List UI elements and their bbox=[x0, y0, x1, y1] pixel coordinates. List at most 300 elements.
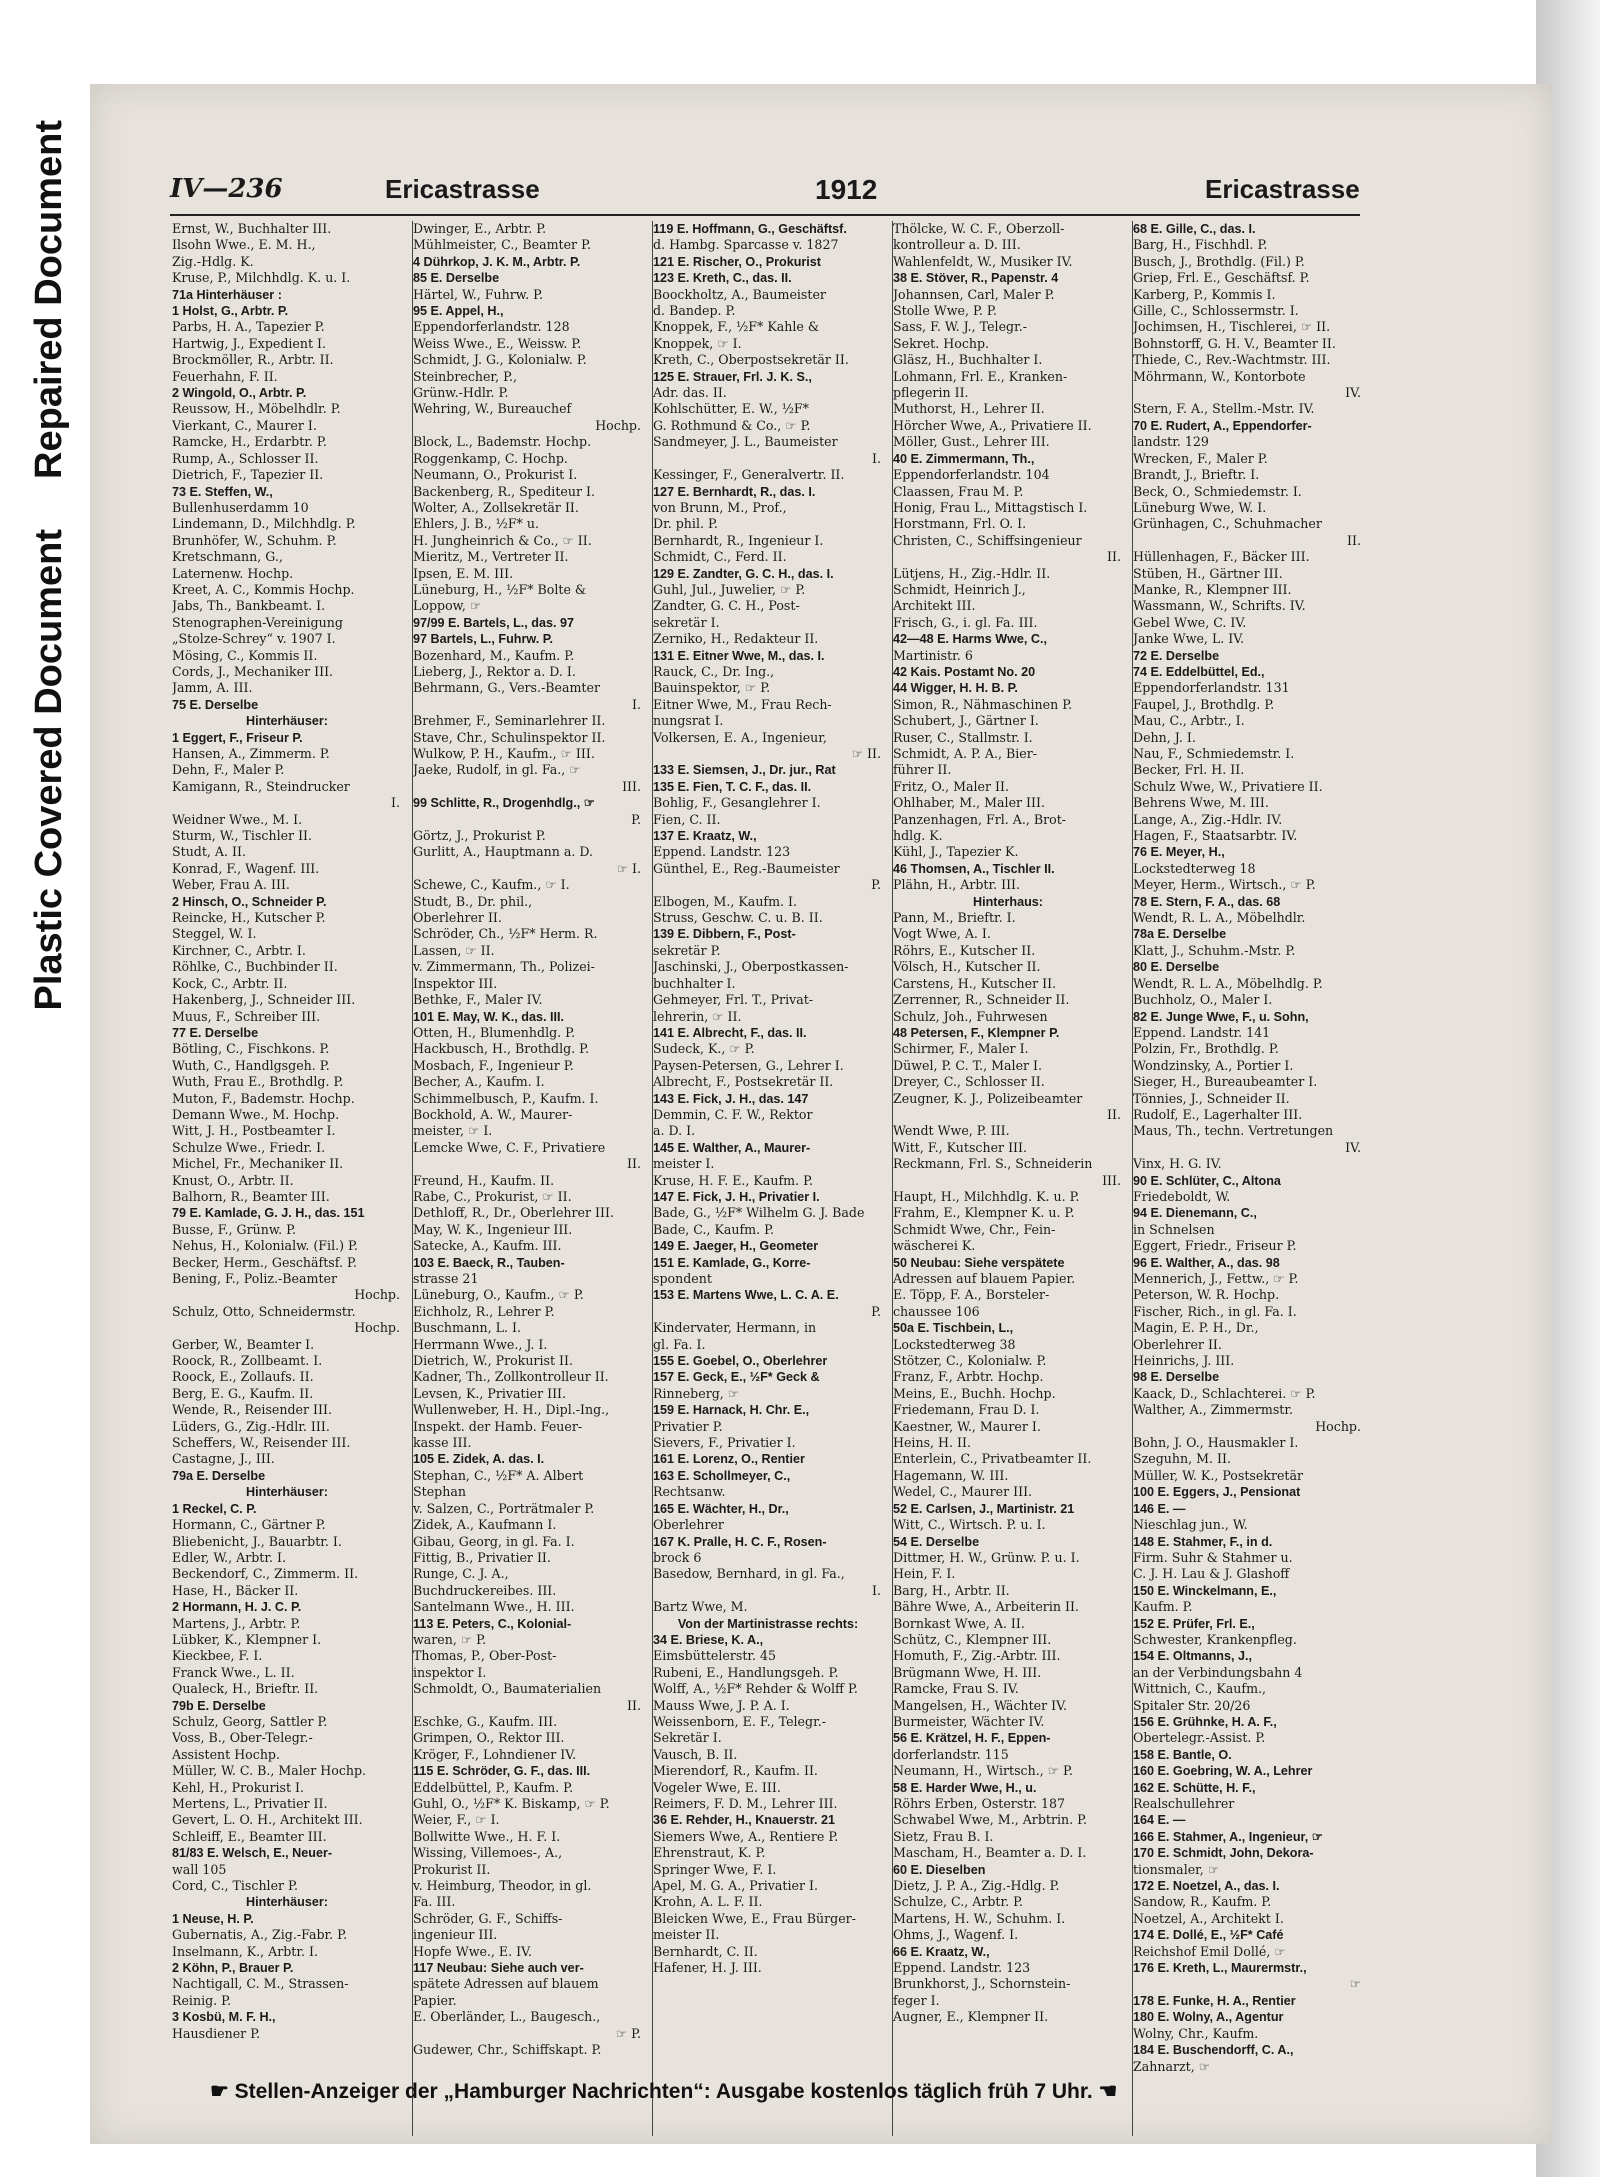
directory-entry-line: II. bbox=[1107, 549, 1121, 565]
directory-entry-line: Sturm, W., Tischler II. bbox=[172, 828, 313, 844]
directory-entry-line: 164 E. — bbox=[1133, 1813, 1186, 1828]
directory-entry-line: Vinx, H. G. IV. bbox=[1133, 1156, 1222, 1172]
directory-column bbox=[172, 221, 402, 2136]
directory-entry-line: 36 E. Rehder, H., Knauerstr. 21 bbox=[653, 1813, 835, 1828]
directory-entry-line: Roock, E., Zollaufs. II. bbox=[172, 1369, 314, 1385]
directory-entry-line: Heinrichs, J. III. bbox=[1133, 1353, 1235, 1369]
directory-entry-line: Hackbusch, H., Brothdlg. P. bbox=[413, 1041, 590, 1057]
directory-entry-line: Bauinspektor, ☞ P. bbox=[653, 680, 771, 696]
directory-entry-line: Buschmann, L. I. bbox=[413, 1320, 522, 1336]
directory-entry-line: Qualeck, H., Brieftr. II. bbox=[172, 1681, 319, 1697]
directory-entry-line: 180 E. Wolny, A., Agentur bbox=[1133, 2010, 1284, 2025]
directory-entry-line: Kretschmann, G., bbox=[172, 549, 283, 565]
directory-entry-line: Privatier P. bbox=[653, 1418, 723, 1434]
directory-entry-line: Lockstedterweg 18 bbox=[1133, 860, 1256, 876]
directory-entry-line: Mieritz, M., Vertreter II. bbox=[413, 549, 569, 565]
directory-entry-line: Eppendorferlandstr. 104 bbox=[893, 467, 1050, 483]
directory-entry-line: Röhrs, E., Kutscher II. bbox=[893, 942, 1036, 958]
directory-entry-line: Satecke, A., Kaufm. III. bbox=[413, 1238, 562, 1254]
directory-entry-line: Parbs, H. A., Tapezier P. bbox=[172, 319, 325, 335]
directory-entry-line: Ruser, C., Stallmstr. I. bbox=[893, 729, 1033, 745]
directory-entry-line: Schmidt, A. P. A., Bier- bbox=[893, 746, 1038, 761]
directory-entry-line: 80 E. Derselbe bbox=[1133, 960, 1220, 975]
directory-entry-line: Grimpen, O., Rektor III. bbox=[413, 1730, 565, 1746]
directory-entry-line: strasse 21 bbox=[413, 1271, 479, 1286]
directory-entry-line: Lohmann, Frl. E., Kranken- bbox=[893, 368, 1068, 384]
directory-entry-line: Voss, B., Ober-Telegr.- bbox=[172, 1730, 313, 1746]
directory-entry-line: 68 E. Gille, C., das. I. bbox=[1133, 222, 1256, 236]
directory-entry-line: 97 Bartels, L., Fuhrw. P. bbox=[413, 632, 553, 647]
directory-entry-line: 165 E. Wächter, H., Dr., bbox=[653, 1501, 789, 1516]
street-title-right: Ericastrasse bbox=[1205, 174, 1360, 204]
directory-entry-line: Eitner Wwe, M., Frau Rech- bbox=[653, 696, 832, 712]
directory-entry-line: Homuth, F., Zig.-Arbtr. III. bbox=[893, 1648, 1061, 1664]
directory-entry-line: Lütjens, H., Zig.-Hdlr. II. bbox=[893, 565, 1051, 581]
directory-entry-line: Dwinger, E., Arbtr. P. bbox=[413, 221, 547, 236]
directory-entry-line: Adressen auf blauem Papier. bbox=[893, 1271, 1076, 1286]
directory-entry-line: Hinterhaus: bbox=[973, 894, 1043, 909]
directory-entry-line: 82 E. Junge Wwe, F., u. Sohn, bbox=[1133, 1009, 1309, 1024]
directory-entry-line: Jochimsen, H., Tischlerei, ☞ II. bbox=[1133, 319, 1331, 335]
directory-entry-line: IV. bbox=[1345, 385, 1361, 401]
directory-entry-line: 137 E. Kraatz, W., bbox=[653, 829, 757, 844]
directory-entry-line: Ehrenstraut, K. P. bbox=[653, 1845, 766, 1861]
directory-entry-line: Weidner Wwe., M. I. bbox=[172, 811, 303, 827]
directory-entry-line: Friedemann, Frau D. I. bbox=[893, 1402, 1040, 1418]
directory-entry-line: Mühlmeister, C., Beamter P. bbox=[413, 237, 592, 253]
directory-entry-line: II. bbox=[627, 1156, 641, 1172]
directory-entry-line: Stenographen-Vereinigung bbox=[172, 614, 343, 630]
directory-entry-line: Hopfe Wwe., E. IV. bbox=[413, 1943, 533, 1959]
directory-entry-line: Schulz, Georg, Sattler P. bbox=[172, 1713, 328, 1729]
directory-entry-line: Muthorst, H., Lehrer II. bbox=[893, 401, 1045, 417]
directory-entry-line: Möhrmann, W., Kontorbote bbox=[1133, 368, 1306, 384]
directory-entry-line: Wendt Wwe, P. III. bbox=[893, 1123, 1010, 1139]
directory-entry-line: 81/83 E. Welsch, E., Neuer- bbox=[172, 1846, 333, 1861]
directory-entry-line: Studt, B., Dr. phil., bbox=[413, 893, 533, 909]
directory-entry-line: Kröger, F., Lohndiener IV. bbox=[413, 1746, 577, 1762]
directory-entry-line: 123 E. Kreth, C., das. II. bbox=[653, 271, 792, 286]
directory-entry-line: 52 E. Carlsen, J., Martinistr. 21 bbox=[893, 1501, 1075, 1516]
directory-entry-line: meister I. bbox=[653, 1156, 715, 1172]
directory-entry-line: Frahm, E., Klempner K. u. P. bbox=[893, 1205, 1075, 1221]
directory-entry-line: 90 E. Schlüter, C., Altona bbox=[1133, 1173, 1281, 1188]
directory-entry-line: Siemers Wwe, A., Rentiere P. bbox=[653, 1828, 839, 1844]
directory-entry-line: Zahnarzt, ☞ bbox=[1133, 2058, 1211, 2074]
directory-entry-line: Wolff, A., ½F* Rehder & Wolff P. bbox=[653, 1681, 858, 1697]
directory-entry-line: Dehn, J. I. bbox=[1133, 729, 1196, 745]
directory-entry-line: Brockmöller, R., Arbtr. II. bbox=[172, 352, 334, 368]
directory-entry-line: Grünw.-Hdlr. P. bbox=[413, 385, 509, 401]
directory-entry-line: 176 E. Kreth, L., Maurermstr., bbox=[1133, 1961, 1307, 1976]
directory-entry-line: I. bbox=[872, 450, 881, 466]
directory-entry-line: I. bbox=[872, 1582, 881, 1598]
directory-entry-line: Stephan bbox=[413, 1484, 466, 1500]
directory-entry-line: Oberlehrer II. bbox=[1133, 1336, 1222, 1352]
directory-entry-line: 129 E. Zandter, G. C. H., das. I. bbox=[653, 566, 834, 581]
directory-entry-line: Stephan, C., ½F* A. Albert bbox=[413, 1467, 584, 1483]
directory-entry-line: Peterson, W. R. Hochp. bbox=[1133, 1287, 1280, 1303]
directory-entry-line: Michel, Fr., Mechaniker II. bbox=[172, 1156, 344, 1172]
directory-entry-line: spondent bbox=[653, 1271, 712, 1286]
directory-entry-line: Elbogen, M., Kaufm. I. bbox=[653, 893, 798, 909]
directory-entry-line: Zerrenner, R., Schneider II. bbox=[893, 992, 1070, 1008]
directory-entry-line: Fischer, Rich., in gl. Fa. I. bbox=[1133, 1303, 1297, 1319]
directory-entry-line: 158 E. Bantle, O. bbox=[1133, 1747, 1232, 1762]
directory-entry-line: 78 E. Stern, F. A., das. 68 bbox=[1133, 894, 1281, 909]
directory-entry-line: 161 E. Lorenz, O., Rentier bbox=[653, 1452, 805, 1467]
directory-entry-line: Bohlig, F., Gesanglehrer I. bbox=[653, 795, 821, 811]
directory-entry-line: ☞ II. bbox=[851, 746, 881, 761]
directory-entry-line: Dehn, F., Maler P. bbox=[172, 762, 285, 778]
directory-entry-line: Simon, R., Nähmaschinen P. bbox=[893, 696, 1073, 712]
directory-entry-line: Beck, O., Schmiedemstr. I. bbox=[1133, 483, 1302, 499]
directory-entry-line: 50 Neubau: Siehe verspätete bbox=[893, 1255, 1065, 1270]
directory-entry-line: gl. Fa. I. bbox=[653, 1336, 706, 1352]
directory-entry-line: 105 E. Zidek, A. das. I. bbox=[413, 1452, 545, 1467]
directory-entry-line: 96 E. Walther, A., das. 98 bbox=[1133, 1255, 1280, 1270]
directory-entry-line: Hochp. bbox=[595, 417, 641, 433]
directory-entry-line: Schwester, Krankenpfleg. bbox=[1133, 1631, 1297, 1647]
directory-entry-line: 75 E. Derselbe bbox=[172, 697, 259, 712]
directory-entry-line: Ohlhaber, M., Maler III. bbox=[893, 795, 1045, 811]
directory-entry-line: Vierkant, C., Maurer I. bbox=[172, 417, 317, 433]
directory-entry-line: Martens, J., Arbtr. P. bbox=[172, 1615, 301, 1631]
directory-column bbox=[412, 221, 643, 2136]
footer-advertisement: ☛ Stellen-Anzeiger der „Hamburger Nachrichten“: Ausgabe kostenlos täglich früh 7 Uhr. ☚ bbox=[210, 2080, 1118, 2103]
directory-entry-line: Gläsz, H., Buchhalter I. bbox=[893, 352, 1043, 368]
directory-entry-line: E. Töpp, F. A., Borsteler- bbox=[893, 1287, 1050, 1303]
directory-entry-line: Vogeler Wwe, E. III. bbox=[653, 1779, 781, 1795]
directory-entry-line: Dr. phil. P. bbox=[653, 516, 718, 532]
directory-entry-line: Eddelbüttel, P., Kaufm. P. bbox=[413, 1779, 574, 1795]
directory-entry-line: Schwabel Wwe, M., Arbtrin. P. bbox=[893, 1812, 1088, 1828]
directory-entry-line: Jaschinski, J., Oberpostkassen- bbox=[653, 959, 849, 975]
directory-entry-line: von Brunn, M., Prof., bbox=[653, 499, 787, 515]
street-title-left: Ericastrasse bbox=[385, 174, 540, 204]
directory-entry-line: Laternenw. Hochp. bbox=[172, 565, 294, 581]
directory-entry-line: Fritz, O., Maler II. bbox=[893, 778, 1009, 794]
directory-entry-line: 117 Neubau: Siehe auch ver- bbox=[413, 1961, 584, 1976]
directory-entry-line: 2 Wingold, O., Arbtr. P. bbox=[172, 386, 307, 401]
directory-entry-line: 2 Hinsch, O., Schneider P. bbox=[172, 894, 327, 909]
directory-entry-line: Kessinger, F., Generalvertr. II. bbox=[653, 467, 845, 483]
directory-entry-line: 174 E. Dollé, E., ½F* Café bbox=[1133, 1928, 1284, 1943]
directory-entry-line: Barg, H., Arbtr. II. bbox=[893, 1582, 1010, 1598]
directory-entry-line: Vogt Wwe, A. I. bbox=[893, 926, 991, 942]
directory-entry-line: Roock, R., Zollbeamt. I. bbox=[172, 1353, 323, 1369]
directory-entry-line: Bade, G., ½F* Wilhelm G. J. Bade bbox=[653, 1205, 865, 1221]
directory-entry-line: May, W. K., Ingenieur III. bbox=[413, 1221, 573, 1237]
directory-entry-line: Otten, H., Blumenhdlg. P. bbox=[413, 1024, 576, 1040]
directory-entry-line: 155 E. Goebel, O., Oberlehrer bbox=[653, 1354, 828, 1369]
directory-entry-line: 66 E. Kraatz, W., bbox=[893, 1944, 990, 1959]
directory-entry-line: Reussow, H., Möbelhdlr. P. bbox=[172, 401, 341, 417]
directory-entry-line: Lüneburg, O., Kaufm., ☞ P. bbox=[413, 1287, 584, 1303]
directory-entry-line: feger I. bbox=[893, 1992, 940, 2008]
header-rule bbox=[170, 214, 1360, 216]
directory-entry-line: spätete Adressen auf blauem bbox=[413, 1976, 599, 1992]
directory-entry-line: Kadner, Th., Zollkontrolleur II. bbox=[413, 1369, 609, 1385]
directory-entry-line: 133 E. Siemsen, J., Dr. jur., Rat bbox=[653, 763, 836, 778]
directory-entry-line: Hagemann, W. III. bbox=[893, 1467, 1009, 1483]
directory-entry-line: Bening, F., Poliz.-Beamter bbox=[172, 1271, 337, 1286]
directory-entry-line: I. bbox=[632, 696, 641, 712]
directory-entry-line: Dietrich, F., Tapezier II. bbox=[172, 467, 324, 483]
directory-entry-line: 42 Kais. Postamt No. 20 bbox=[893, 664, 1036, 679]
directory-entry-line: Hörcher Wwe, A., Privatiere II. bbox=[893, 417, 1092, 433]
directory-entry-line: Schubert, J., Gärtner I. bbox=[893, 713, 1039, 729]
directory-entry-line: Szeguhn, M. II. bbox=[1133, 1451, 1231, 1467]
directory-entry-line: Grünhagen, C., Schuhmacher bbox=[1133, 516, 1322, 532]
directory-entry-line: Röhrs Erben, Osterstr. 187 bbox=[893, 1796, 1066, 1811]
directory-entry-line: 115 E. Schröder, G. F., das. III. bbox=[413, 1764, 591, 1779]
directory-entry-line: meister, ☞ I. bbox=[413, 1123, 493, 1139]
directory-entry-line: 101 E. May, W. K., das. III. bbox=[413, 1009, 564, 1024]
directory-entry-line: 1 Reckel, C. P. bbox=[172, 1501, 257, 1516]
directory-entry-line: Sekret. Hochp. bbox=[893, 335, 990, 351]
directory-entry-line: Reincke, H., Kutscher P. bbox=[172, 910, 326, 926]
directory-entry-line: Muus, F., Schreiber III. bbox=[172, 1008, 321, 1024]
directory-entry-line: III. bbox=[1102, 1172, 1121, 1188]
directory-entry-line: führer II. bbox=[893, 762, 952, 778]
directory-entry-line: Hüllenhagen, F., Bäcker III. bbox=[1133, 549, 1310, 565]
directory-entry-line: Wassmann, W., Schrifts. IV. bbox=[1133, 598, 1306, 614]
directory-entry-line: Thomas, P., Ober-Post- bbox=[413, 1648, 557, 1664]
directory-entry-line: Rabe, C., Prokurist, ☞ II. bbox=[413, 1188, 572, 1204]
directory-entry-line: 154 E. Oltmanns, J., bbox=[1133, 1649, 1252, 1664]
directory-entry-line: 50a E. Tischbein, L., bbox=[893, 1321, 1014, 1336]
directory-entry-line: Gevert, L. O. H., Architekt III. bbox=[172, 1812, 363, 1828]
directory-entry-line: Fittig, B., Privatier II. bbox=[413, 1549, 551, 1565]
directory-entry-line: Zerniko, H., Redakteur II. bbox=[653, 631, 819, 647]
directory-entry-line: Manke, R., Klempner III. bbox=[1133, 581, 1292, 597]
directory-entry-line: Franck Wwe., L. II. bbox=[172, 1664, 295, 1680]
directory-entry-line: P. bbox=[871, 1303, 881, 1319]
directory-entry-line: Wendt, R. L. A., Möbelhdlr. bbox=[1133, 910, 1306, 926]
directory-entry-line: Reichshof Emil Dollé, ☞ bbox=[1133, 1943, 1286, 1959]
directory-entry-line: 152 E. Prüfer, Frl. E., bbox=[1133, 1616, 1255, 1631]
directory-entry-line: waren, ☞ P. bbox=[413, 1631, 487, 1647]
directory-entry-line: Adr. das. II. bbox=[653, 385, 727, 401]
directory-columns bbox=[172, 221, 1362, 2136]
directory-entry-line: 40 E. Zimmermann, Th., bbox=[893, 451, 1035, 466]
directory-entry-line: Sietz, Frau B. I. bbox=[893, 1828, 994, 1844]
directory-entry-line: Gille, C., Schlossermstr. I. bbox=[1133, 303, 1299, 319]
directory-entry-line: nungsrat I. bbox=[653, 713, 724, 729]
directory-entry-line: 100 E. Eggers, J., Pensionat bbox=[1133, 1485, 1301, 1500]
directory-entry-line: Wehring, W., Bureauchef bbox=[413, 401, 572, 417]
directory-entry-line: Lange, A., Zig.-Hdlr. IV. bbox=[1133, 811, 1283, 827]
directory-entry-line: Lüders, G., Zig.-Hdlr. III. bbox=[172, 1418, 330, 1434]
directory-entry-line: tionsmaler, ☞ bbox=[1133, 1861, 1220, 1877]
directory-entry-line: Firm. Suhr & Stahmer u. bbox=[1133, 1549, 1293, 1565]
directory-entry-line: Fien, C. II. bbox=[653, 811, 721, 827]
directory-entry-line: II. bbox=[1347, 532, 1361, 548]
directory-entry-line: Schröder, G. F., Schiffs- bbox=[413, 1910, 563, 1926]
directory-entry-line: Brunhöfer, W., Schuhm. P. bbox=[172, 532, 337, 548]
directory-entry-line: 127 E. Bernhardt, R., das. I. bbox=[653, 484, 816, 499]
directory-entry-line: chaussee 106 bbox=[893, 1303, 980, 1319]
directory-entry-line: Edler, W., Arbtr. I. bbox=[172, 1549, 286, 1565]
directory-entry-line: Bozenhard, M., Kaufm. P. bbox=[413, 647, 575, 663]
directory-entry-line: hdlg. K. bbox=[893, 828, 943, 844]
directory-entry-line: Steinbrecher, P., bbox=[413, 368, 518, 384]
directory-entry-line: Architekt III. bbox=[893, 598, 976, 614]
directory-entry-line: kasse III. bbox=[413, 1435, 472, 1451]
directory-entry-line: Lassen, ☞ II. bbox=[413, 942, 495, 958]
page-header bbox=[170, 174, 1370, 210]
directory-entry-line: Plähn, H., Arbtr. III. bbox=[893, 877, 1021, 893]
directory-entry-line: 119 E. Hoffmann, G., Geschäftsf. bbox=[653, 222, 847, 236]
directory-entry-line: Faupel, J., Brothdlg. P. bbox=[1133, 696, 1275, 712]
directory-entry-line: Nehus, H., Kolonialw. (Fil.) P. bbox=[172, 1238, 358, 1254]
directory-entry-line: I. bbox=[391, 795, 400, 811]
directory-entry-line: v. Salzen, C., Porträtmaler P. bbox=[413, 1500, 595, 1516]
directory-entry-line: Röhlke, C., Buchbinder II. bbox=[172, 959, 338, 975]
directory-entry-line: Lieberg, J., Rektor a. D. I. bbox=[413, 663, 576, 679]
directory-entry-line: Stüben, H., Gärtner III. bbox=[1133, 565, 1283, 581]
directory-entry-line: Sass, F. W. J., Telegr.- bbox=[893, 319, 1027, 335]
directory-entry-line: Kreth, C., Oberpostsekretär II. bbox=[653, 352, 849, 368]
directory-entry-line: 79a E. Derselbe bbox=[172, 1468, 266, 1483]
directory-entry-line: Bornkast Wwe, A. II. bbox=[893, 1615, 1025, 1631]
directory-entry-line: 160 E. Goebring, W. A., Lehrer bbox=[1133, 1764, 1313, 1779]
directory-entry-line: Assistent Hochp. bbox=[172, 1746, 280, 1762]
directory-entry-line: Wolter, A., Zollsekretär II. bbox=[413, 499, 579, 515]
directory-entry-line: landstr. 129 bbox=[1133, 434, 1209, 450]
directory-entry-line: Wulkow, P. H., Kaufm., ☞ III. bbox=[413, 746, 595, 761]
directory-entry-line: Mosbach, F., Ingenieur P. bbox=[413, 1057, 574, 1073]
directory-entry-line: Janke Wwe, L. IV. bbox=[1133, 631, 1245, 647]
directory-entry-line: Santelmann Wwe., H. III. bbox=[413, 1599, 575, 1615]
directory-entry-line: Reckmann, Frl. S., Schneiderin bbox=[893, 1156, 1093, 1172]
directory-entry-line: 1 Neuse, H. P. bbox=[172, 1911, 254, 1926]
directory-entry-line: Burmeister, Wächter IV. bbox=[893, 1713, 1045, 1729]
directory-entry-line: dorferlandstr. 115 bbox=[893, 1746, 1009, 1762]
directory-entry-line: Weber, Frau A. III. bbox=[172, 877, 290, 893]
directory-entry-line: 157 E. Geck, E., ½F* Geck & bbox=[653, 1370, 820, 1385]
directory-entry-line: Haupt, H., Milchhdlg. K. u. P. bbox=[893, 1188, 1080, 1204]
directory-page bbox=[90, 84, 1552, 2144]
directory-entry-line: Kindervater, Hermann, in bbox=[653, 1320, 817, 1336]
directory-entry-line: buchhalter I. bbox=[653, 975, 736, 991]
directory-entry-line: Levsen, K., Privatier III. bbox=[413, 1385, 567, 1401]
directory-entry-line: sekretär I. bbox=[653, 614, 720, 630]
directory-entry-line: Johannsen, Carl, Maler P. bbox=[893, 286, 1055, 302]
directory-entry-line: Görtz, J., Prokurist P. bbox=[413, 828, 546, 844]
directory-entry-line: Inspektor III. bbox=[413, 975, 498, 991]
directory-entry-line: 159 E. Harnack, H. Chr. E., bbox=[653, 1403, 810, 1418]
directory-entry-line: Schmoldt, O., Baumaterialien bbox=[413, 1681, 602, 1697]
directory-entry-line: Günthel, E., Reg.-Baumeister bbox=[653, 860, 840, 876]
directory-entry-line: 2 Hormann, H. J. C. P. bbox=[172, 1600, 302, 1615]
directory-entry-line: Schulz, Otto, Schneidermstr. bbox=[172, 1303, 356, 1319]
directory-entry-line: Reinig. P. bbox=[172, 1992, 232, 2008]
directory-entry-line: Bartz Wwe, M. bbox=[653, 1599, 748, 1615]
directory-entry-line: 3 Kosbü, M. F. H., bbox=[172, 2010, 276, 2025]
directory-entry-line: Wolny, Chr., Kaufm. bbox=[1133, 2025, 1259, 2041]
document-condition-labels bbox=[18, 120, 80, 1270]
directory-entry-line: Hafener, H. J. III. bbox=[653, 1960, 762, 1976]
year: 1912 bbox=[815, 174, 878, 205]
directory-entry-line: Roggenkamp, C. Hochp. bbox=[413, 450, 568, 466]
directory-entry-line: Demann Wwe., M. Hochp. bbox=[172, 1106, 340, 1122]
directory-entry-line: IV. bbox=[1345, 1139, 1361, 1155]
directory-entry-line: Freund, H., Kaufm. II. bbox=[413, 1172, 555, 1188]
directory-entry-line: kontrolleur a. D. III. bbox=[893, 237, 1021, 253]
directory-entry-line: Bleicken Wwe, E., Frau Bürger- bbox=[653, 1910, 856, 1926]
directory-entry-line: 4 Dührkop, J. K. M., Arbtr. P. bbox=[413, 254, 581, 269]
directory-entry-line: 178 E. Funke, H. A., Rentier bbox=[1133, 1993, 1296, 2008]
directory-entry-line: 166 E. Stahmer, A., Ingenieur, ☞ bbox=[1133, 1829, 1323, 1844]
directory-entry-line: Ramcke, H., Erdarbtr. P. bbox=[172, 434, 327, 450]
directory-entry-line: Lüneburg Wwe, W. I. bbox=[1133, 499, 1267, 515]
directory-entry-line: Stave, Chr., Schulinspektor II. bbox=[413, 729, 606, 745]
directory-entry-line: Gibau, Georg, in gl. Fa. I. bbox=[413, 1533, 575, 1549]
directory-entry-line: Eschke, G., Kaufm. III. bbox=[413, 1713, 558, 1729]
directory-entry-line: Eppend. Landstr. 123 bbox=[653, 844, 791, 860]
directory-entry-line: meister II. bbox=[653, 1927, 720, 1943]
directory-entry-line: 167 K. Pralle, H. C. F., Rosen- bbox=[653, 1534, 827, 1549]
directory-entry-line: Sievers, F., Privatier I. bbox=[653, 1435, 796, 1451]
directory-entry-line: Mösing, C., Kommis II. bbox=[172, 647, 318, 663]
directory-entry-line: Bockhold, A. W., Maurer- bbox=[413, 1106, 573, 1122]
directory-entry-line: P. bbox=[871, 877, 881, 893]
directory-entry-line: pflegerin II. bbox=[893, 385, 969, 401]
directory-entry-line: Hinterhäuser: bbox=[246, 714, 328, 729]
directory-entry-line: Meins, E., Buchh. Hochp. bbox=[893, 1385, 1056, 1401]
directory-entry-line: Schulze, C., Arbtr. P. bbox=[893, 1894, 1024, 1910]
directory-entry-line: 146 E. — bbox=[1133, 1501, 1186, 1516]
directory-entry-line: Gehmeyer, Frl. T., Privat- bbox=[653, 992, 814, 1008]
directory-entry-line: Stötzer, C., Kolonialw. P. bbox=[893, 1353, 1047, 1369]
directory-entry-line: Schulze Wwe., Friedr. I. bbox=[172, 1139, 326, 1155]
directory-entry-line: Rauck, C., Dr. Ing., bbox=[653, 663, 775, 679]
directory-entry-line: Hagen, F., Staatsarbtr. IV. bbox=[1133, 828, 1298, 844]
directory-entry-line: Hakenberg, J., Schneider III. bbox=[172, 992, 356, 1008]
directory-entry-line: Ilsohn Wwe., E. M. H., bbox=[172, 237, 316, 253]
directory-entry-line: 71a Hinterhäuser : bbox=[172, 287, 282, 302]
directory-entry-line: Fa. III. bbox=[413, 1894, 456, 1910]
directory-entry-line: d. Bandep. P. bbox=[653, 303, 736, 319]
directory-entry-line: Busse, F., Grünw. P. bbox=[172, 1221, 297, 1237]
directory-entry-line: Springer Wwe, F. I. bbox=[653, 1861, 777, 1877]
directory-entry-line: Enterlein, C., Privatbeamter II. bbox=[893, 1451, 1092, 1467]
directory-entry-line: 79b E. Derselbe bbox=[172, 1698, 266, 1713]
directory-entry-line: Sandow, R., Kaufm. P. bbox=[1133, 1894, 1272, 1910]
directory-entry-line: v. Heimburg, Theodor, in gl. bbox=[413, 1878, 592, 1894]
directory-entry-line: Wende, R., Reisender III. bbox=[172, 1402, 332, 1418]
directory-entry-line: 121 E. Rischer, O., Prokurist bbox=[653, 254, 821, 269]
directory-entry-line: Jaeke, Rudolf, in gl. Fa., ☞ bbox=[413, 762, 581, 778]
directory-entry-line: Realschullehrer bbox=[1133, 1796, 1235, 1811]
directory-entry-line: Obertelegr.-Assist. P. bbox=[1133, 1730, 1266, 1746]
directory-entry-line: 2 Köhn, P., Brauer P. bbox=[172, 1961, 294, 1976]
directory-entry-line: 172 E. Noetzel, A., das. I. bbox=[1133, 1879, 1280, 1894]
directory-entry-line: Konrad, F., Wagenf. III. bbox=[172, 860, 320, 876]
directory-entry-line: 70 E. Rudert, A., Eppendorfer- bbox=[1133, 418, 1312, 433]
directory-entry-line: Reimers, F. D. M., Lehrer III. bbox=[653, 1796, 838, 1811]
directory-entry-line: Runge, C. J. A., bbox=[413, 1566, 509, 1582]
directory-entry-line: Polzin, Fr., Brothdlg. P. bbox=[1133, 1041, 1279, 1057]
directory-entry-line: Jamm, A. III. bbox=[172, 680, 253, 696]
directory-entry-line: Hinterhäuser: bbox=[246, 1485, 328, 1500]
directory-entry-line: Hochp. bbox=[354, 1287, 400, 1303]
directory-entry-line: Honig, Frau L., Mittagstisch I. bbox=[893, 499, 1088, 515]
directory-entry-line: Schmidt, Heinrich J., bbox=[893, 581, 1026, 597]
directory-entry-line: Hormann, C., Gärtner P. bbox=[172, 1517, 326, 1533]
